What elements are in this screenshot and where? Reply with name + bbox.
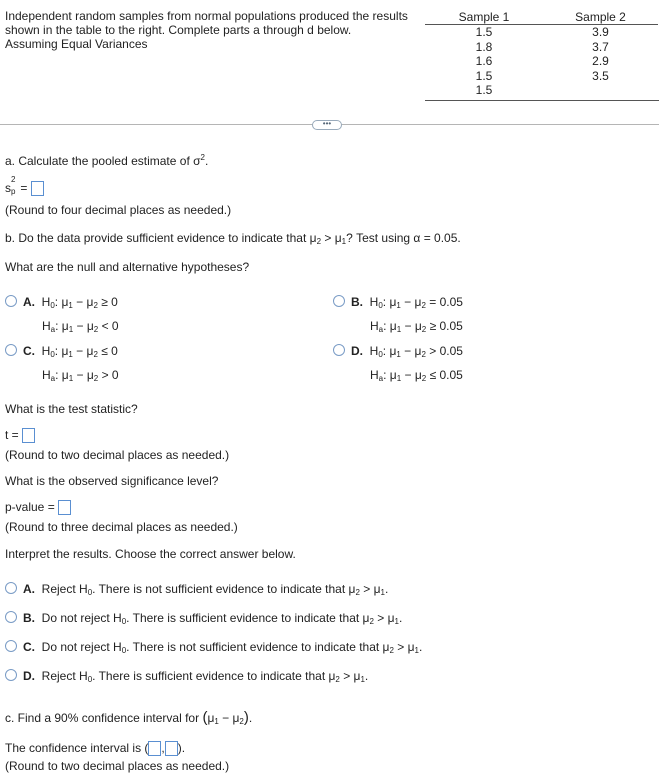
part-c-round-note: (Round to two decimal places as needed.): [5, 759, 230, 773]
part-a-prompt: a. Calculate the pooled estimate of $\sigma^2$.: [5, 153, 209, 168]
table-cell: 1.5: [475, 83, 493, 98]
radio-circle-icon[interactable]: [5, 344, 17, 356]
interpret-prompt: Interpret the results. Choose the correct answer below.: [5, 547, 296, 561]
radio-circle-icon[interactable]: [5, 640, 17, 652]
intro-line-3: Assuming Equal Variances: [5, 37, 148, 51]
header-sample-1: Sample 1: [425, 9, 543, 25]
radio-circle-icon[interactable]: [5, 669, 17, 681]
radio-circle-icon[interactable]: [5, 611, 17, 623]
table-row: [425, 83, 658, 98]
table-cell: 2.9: [592, 54, 609, 69]
test-statistic-question: What is the test statistic?: [5, 402, 138, 416]
significance-question: What is the observed significance level?: [5, 474, 219, 488]
header-sample-2: Sample 2: [543, 9, 658, 25]
hypothesis-option-c[interactable]: C. $H_0$: $\mu_1 - \mu_2 \le 0$ $H_a$: $\mu_1 - \mu_2 > 0$: [5, 341, 119, 389]
part-a-answer: s 2 p =: [5, 181, 44, 196]
table-header-row: [425, 9, 658, 25]
more-dots-icon[interactable]: •••: [312, 120, 342, 130]
hypothesis-option-b[interactable]: B. $H_0$: $\mu_1 - \mu_2 = 0.05$ $H_a$: $\mu_1 - \mu_2 \ge 0.05$: [333, 292, 463, 340]
table-cell: 1.8: [475, 39, 493, 54]
hypothesis-option-a[interactable]: A. $H_0$: $\mu_1 - \mu_2 \ge 0$ $H_a$: $\mu_1 - \mu_2 < 0$: [5, 292, 119, 340]
intro-line-2: shown in the table to the right. Complete parts a through d below.: [5, 23, 352, 37]
conclusion-option-d[interactable]: D. Reject $H_0$. There is sufficient evidence to indicate that $\mu_2 > \mu_1$.: [5, 669, 368, 684]
table-row: [425, 54, 658, 69]
part-b-prompt: b. Do the data provide sufficient evidence to indicate that $\mu_2 > \mu_1$? Test using α = 0.05.: [5, 231, 461, 246]
t-round-note: (Round to two decimal places as needed.): [5, 448, 230, 462]
p-round-note: (Round to three decimal places as needed.): [5, 520, 238, 534]
table-cell: 1.6: [475, 54, 493, 69]
p-value-answer: p-value =: [5, 500, 71, 515]
table-cell: 3.5: [592, 68, 609, 83]
intro-line-1: Independent random samples from normal populations produced the results: [5, 9, 408, 23]
t-answer: t =: [5, 428, 35, 443]
ci-answer: The confidence interval is ( , ).: [5, 741, 186, 755]
ci-upper-input[interactable]: [165, 741, 178, 756]
ci-lower-input[interactable]: [148, 741, 161, 756]
table-cell: 3.7: [592, 39, 609, 54]
table-row: [425, 69, 658, 84]
table-row: [425, 25, 658, 40]
table-cell: 3.9: [592, 25, 609, 40]
radio-circle-icon[interactable]: [333, 344, 345, 356]
t-statistic-input[interactable]: [22, 428, 35, 443]
table-row: [425, 40, 658, 55]
table-bottom-rule: [425, 100, 659, 101]
table-cell: 1.5: [475, 25, 493, 40]
p-value-input[interactable]: [58, 500, 71, 515]
radio-circle-icon[interactable]: [5, 582, 17, 594]
conclusion-option-a[interactable]: A. Reject $H_0$. There is not sufficient evidence to indicate that $\mu_2 > \mu_1$.: [5, 582, 388, 597]
part-c-prompt: c. Find a 90% confidence interval for $(\mu_1 - \mu_2)$.: [5, 709, 253, 726]
hypothesis-option-d[interactable]: D. $H_0$: $\mu_1 - \mu_2 > 0.05$ $H_a$: $\mu_1 - \mu_2 \le 0.05$: [333, 341, 463, 389]
problem-intro: [5, 9, 415, 51]
part-a-round-note: (Round to four decimal places as needed.): [5, 203, 232, 217]
sample-table: [425, 9, 658, 98]
conclusion-option-b[interactable]: B. Do not reject $H_0$. There is sufficient evidence to indicate that $\mu_2 > \mu_1$.: [5, 611, 402, 626]
table-cell: 1.5: [475, 68, 493, 83]
hypotheses-question: What are the null and alternative hypotheses?: [5, 260, 250, 274]
radio-circle-icon[interactable]: [333, 295, 345, 307]
radio-circle-icon[interactable]: [5, 295, 17, 307]
conclusion-option-c[interactable]: C. Do not reject $H_0$. There is not sufficient evidence to indicate that $\mu_2 > \mu_1$.: [5, 640, 422, 655]
pooled-variance-input[interactable]: [31, 181, 44, 196]
